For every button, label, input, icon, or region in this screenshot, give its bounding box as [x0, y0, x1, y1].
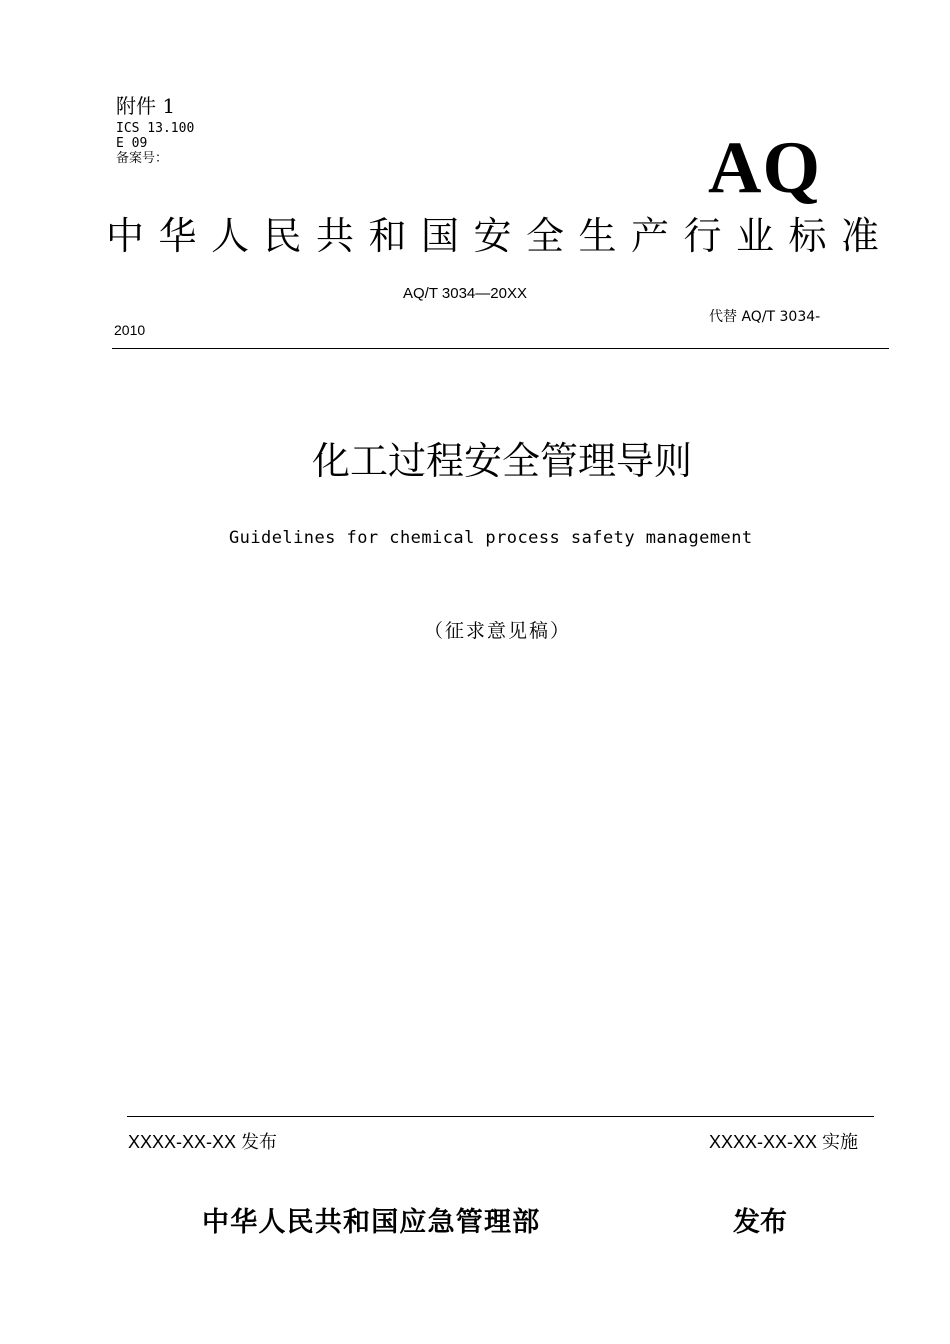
replaces-standard: 代替 AQ/T 3034-	[709, 309, 821, 325]
draft-note: （征求意见稿）	[424, 620, 572, 642]
publisher-name: 中华人民共和国应急管理部	[202, 1207, 541, 1238]
document-title-chinese: 化工过程安全管理导则	[311, 439, 692, 483]
publish-label: 发布	[733, 1207, 787, 1238]
standard-number: AQ/T 3034—20XX	[403, 285, 527, 302]
footer-divider	[127, 1116, 874, 1117]
replaces-standard-year: 2010	[114, 322, 146, 338]
issue-date: XXXX-XX-XX 发布	[128, 1132, 278, 1152]
classification-code: E 09	[116, 136, 148, 151]
document-title-english: Guidelines for chemical process safety management	[229, 528, 753, 548]
aq-logo: AQ	[708, 127, 821, 209]
implementation-date: XXXX-XX-XX 实施	[709, 1132, 859, 1152]
industry-standard-title: 中华人民共和国安全生产行业标准	[106, 214, 894, 258]
attachment-label: 附件 1	[116, 94, 176, 118]
ics-code: ICS 13.100	[116, 121, 195, 136]
header-divider	[112, 348, 889, 349]
record-number-label: 备案号：	[116, 151, 169, 166]
